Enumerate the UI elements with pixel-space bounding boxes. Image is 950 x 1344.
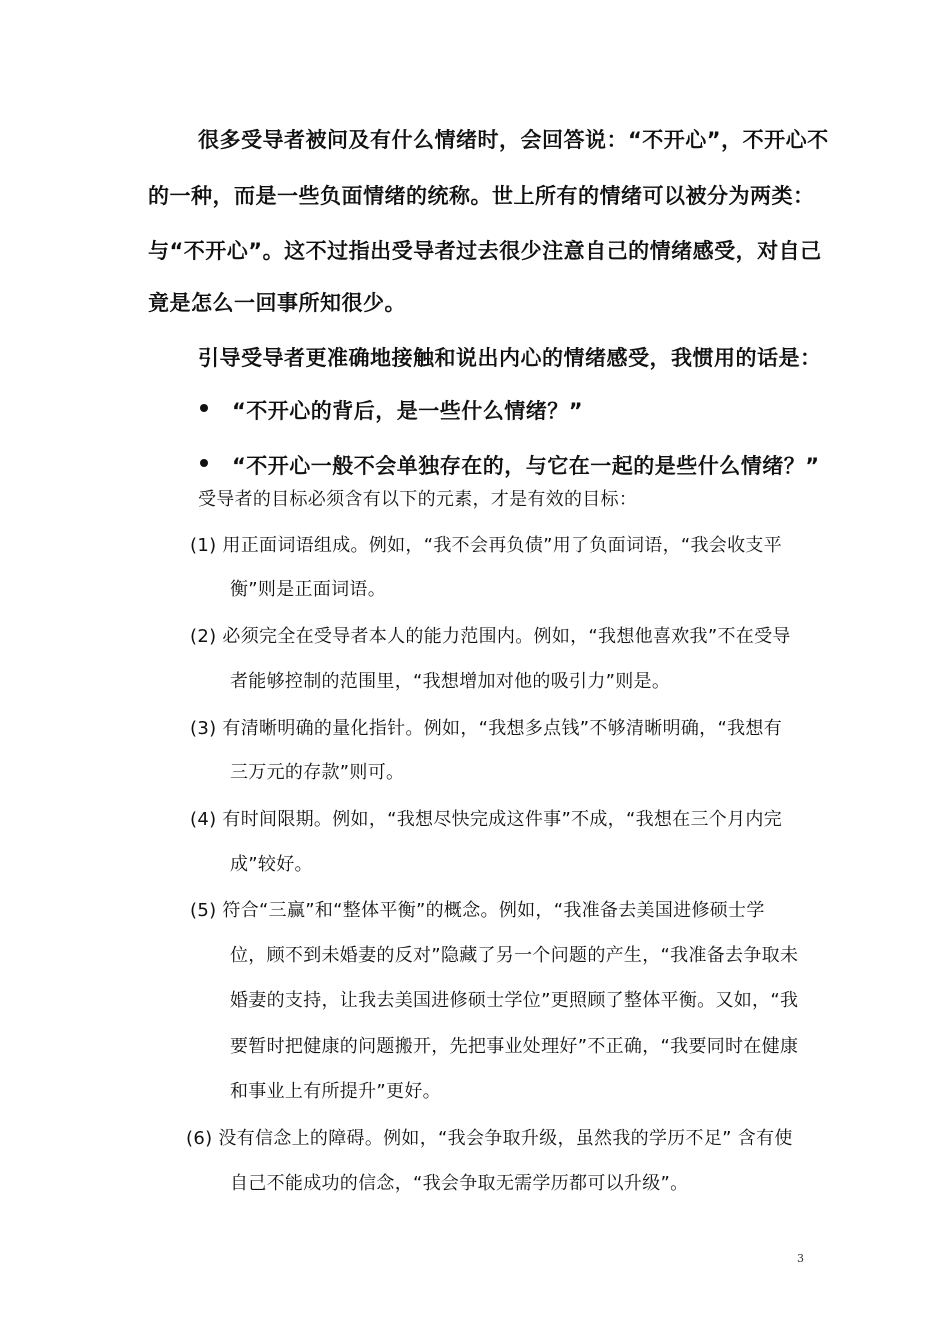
intro-line-1: 很多受导者被问及有什么情绪时，会回答说：“不开心”，不开心不: [198, 128, 829, 152]
goals-intro: 受导者的目标必须含有以下的元素，才是有效的目标：: [198, 489, 638, 510]
goal-item-5-line-4: 要暂时把健康的问题搬开，先把事业处理好”不正确，“我要同时在健康: [230, 1036, 799, 1057]
goal-item-3-line-1: (3) 有清晰明确的量化指针。例如，“我想多点钱”不够清晰明确，“我想有: [190, 718, 782, 739]
bullet-item-2: “不开心一般不会单独存在的，与它在一起的是些什么情绪？”: [232, 454, 820, 478]
bullet-item-1: “不开心的背后，是一些什么情绪？”: [232, 399, 584, 423]
bullet-dot-2: [200, 459, 208, 467]
goal-item-2-line-2: 者能够控制的范围里，“我想增加对他的吸引力”则是。: [230, 671, 671, 692]
goal-item-2-line-1: (2) 必须完全在受导者本人的能力范围内。例如，“我想他喜欢我”不在受导: [190, 626, 791, 647]
goal-item-4-line-1: (4) 有时间限期。例如，“我想尽快完成这件事”不成，“我想在三个月内完: [190, 809, 782, 830]
goal-item-1-line-2: 衡”则是正面词语。: [230, 579, 387, 600]
goal-item-6-line-1: (6) 没有信念上的障碍。例如，“我会争取升级，虽然我的学历不足” 含有使: [186, 1128, 793, 1149]
goal-item-5-line-3: 婚妻的支持，让我去美国进修硕士学位”更照顾了整体平衡。又如，“我: [230, 990, 799, 1011]
intro-line-3: 与“不开心”。这不过指出受导者过去很少注意自己的情绪感受，对自己: [148, 239, 822, 263]
bullet-dot-1: [200, 404, 208, 412]
goal-item-6-line-2: 自己不能成功的信念，“我会争取无需学历都可以升级”。: [230, 1173, 689, 1194]
goal-item-5-line-1: (5) 符合“三赢”和“整体平衡”的概念。例如，“我准备去美国进修硕士学: [190, 900, 765, 921]
goal-item-4-line-2: 成”较好。: [230, 854, 313, 875]
goal-item-1-line-1: (1) 用正面词语组成。例如，“我不会再负债”用了负面词语，“我会收支平: [190, 535, 782, 556]
guide-sentence: 引导受导者更准确地接触和说出内心的情绪感受，我惯用的话是：: [198, 346, 822, 370]
intro-line-4: 竟是怎么一回事所知很少。: [148, 291, 406, 315]
goal-item-3-line-2: 三万元的存款”则可。: [230, 762, 405, 783]
goal-item-5-line-2: 位，顾不到未婚妻的反对”隐藏了另一个问题的产生，“我准备去争取未: [230, 945, 799, 966]
intro-line-2: 的一种，而是一些负面情绪的统称。世上所有的情绪可以被分为两类：: [148, 184, 815, 208]
goal-item-5-line-5: 和事业上有所提升”更好。: [230, 1081, 441, 1102]
page-number: 3: [797, 1252, 804, 1265]
